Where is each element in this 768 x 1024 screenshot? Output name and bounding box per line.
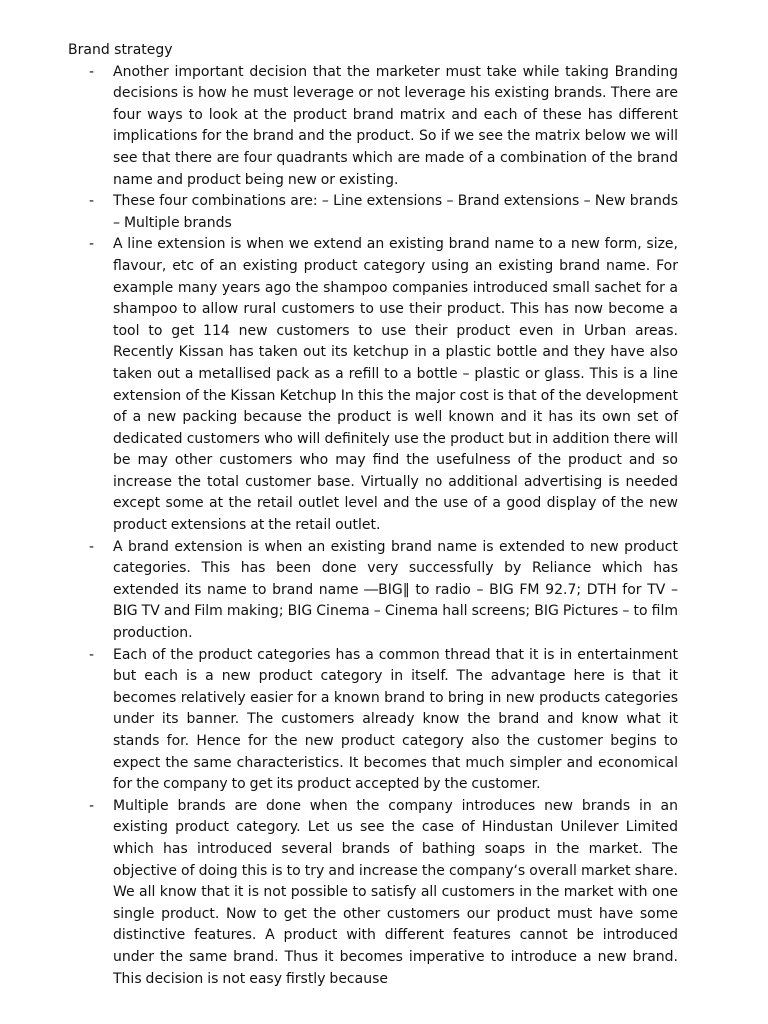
bullet-dash: - [89, 236, 95, 253]
paragraph-text: A brand extension is when an existing brand name is extended to new product categories. This has been done very successfully by Reliance which has extended its name to brand name ―BIG‖ to radio – BIG FM 92.7; DTH for TV – BIG TV and Film making; BIG Cinema – Cinema hall screens; BIG Pictures – to film production. [113, 538, 678, 642]
document-page [68, 40, 678, 990]
list-item [68, 537, 678, 645]
paragraph-text: A line extension is when we extend an existing brand name to a new form, size, flavour, etc of an existing product category using an existing brand name. For example many years ago the shampoo companies introduced small sachet for a shampoo to allow rural customers to use their product. This has now become a tool to get 114 new customers to use their product even in Urban areas. Recently Kissan has taken out its ketchup in a plastic bottle and they have also taken out a metallised pack as a refill to a bottle – plastic or glass. This is a line extension of the Kissan Ketchup In this the major cost is that of the development of a new packing because the product is well known and it has its own set of dedicated customers who will definitely use the product but in addition there will be may other customers who may find the usefulness of the product and so increase the total customer base. Virtually no additional advertising is needed except some at the retail outlet level and the use of a good display of the new product extensions at the retail outlet. [113, 236, 678, 534]
bullet-dash: - [89, 646, 95, 663]
document-title: Brand strategy [68, 42, 173, 58]
list-item [68, 191, 678, 234]
list-item [68, 234, 678, 536]
paragraph-text: Multiple brands are done when the company introduces new brands in an existing product category. Let us see the case of Hindustan Unilever Limited which has introduced several brands of bathing soaps in the market. The objective of doing this is to try and increase the company‘s overall market share. We all know that it is not possible to satisfy all customers in the market with one single product. Now to get the other customers our product must have some distinctive features. A product with different features cannot be introduced under the same brand. Thus it becomes imperative to introduce a new brand. This decision is not easy firstly because [113, 797, 678, 987]
bullet-dash: - [89, 63, 95, 80]
paragraph-text: These four combinations are: – Line extensions – Brand extensions – New brands – Multiple brands [113, 193, 678, 231]
paragraph-text: Another important decision that the marketer must take while taking Branding decisions is how he must leverage or not leverage his existing brands. There are four ways to look at the product brand matrix and each of these has different implications for the brand and the product. So if we see the matrix below we will see that there are four quadrants which are made of a combination of the brand name and product being new or existing. [113, 63, 678, 188]
list-item [68, 645, 678, 796]
bullet-dash: - [89, 538, 95, 555]
bullet-list [68, 62, 678, 991]
paragraph-text: Each of the product categories has a common thread that it is in entertainment but each is a new product category in itself. The advantage here is that it becomes relatively easier for a known brand to bring in new products categories under its banner. The customers already know the brand and know what it stands for. Hence for the new product category also the customer begins to expect the same characteristics. It becomes that much simpler and economical for the company to get its product accepted by the customer. [113, 646, 678, 793]
bullet-dash: - [89, 193, 95, 210]
bullet-dash: - [89, 797, 95, 814]
list-item [68, 62, 678, 192]
list-item [68, 796, 678, 990]
